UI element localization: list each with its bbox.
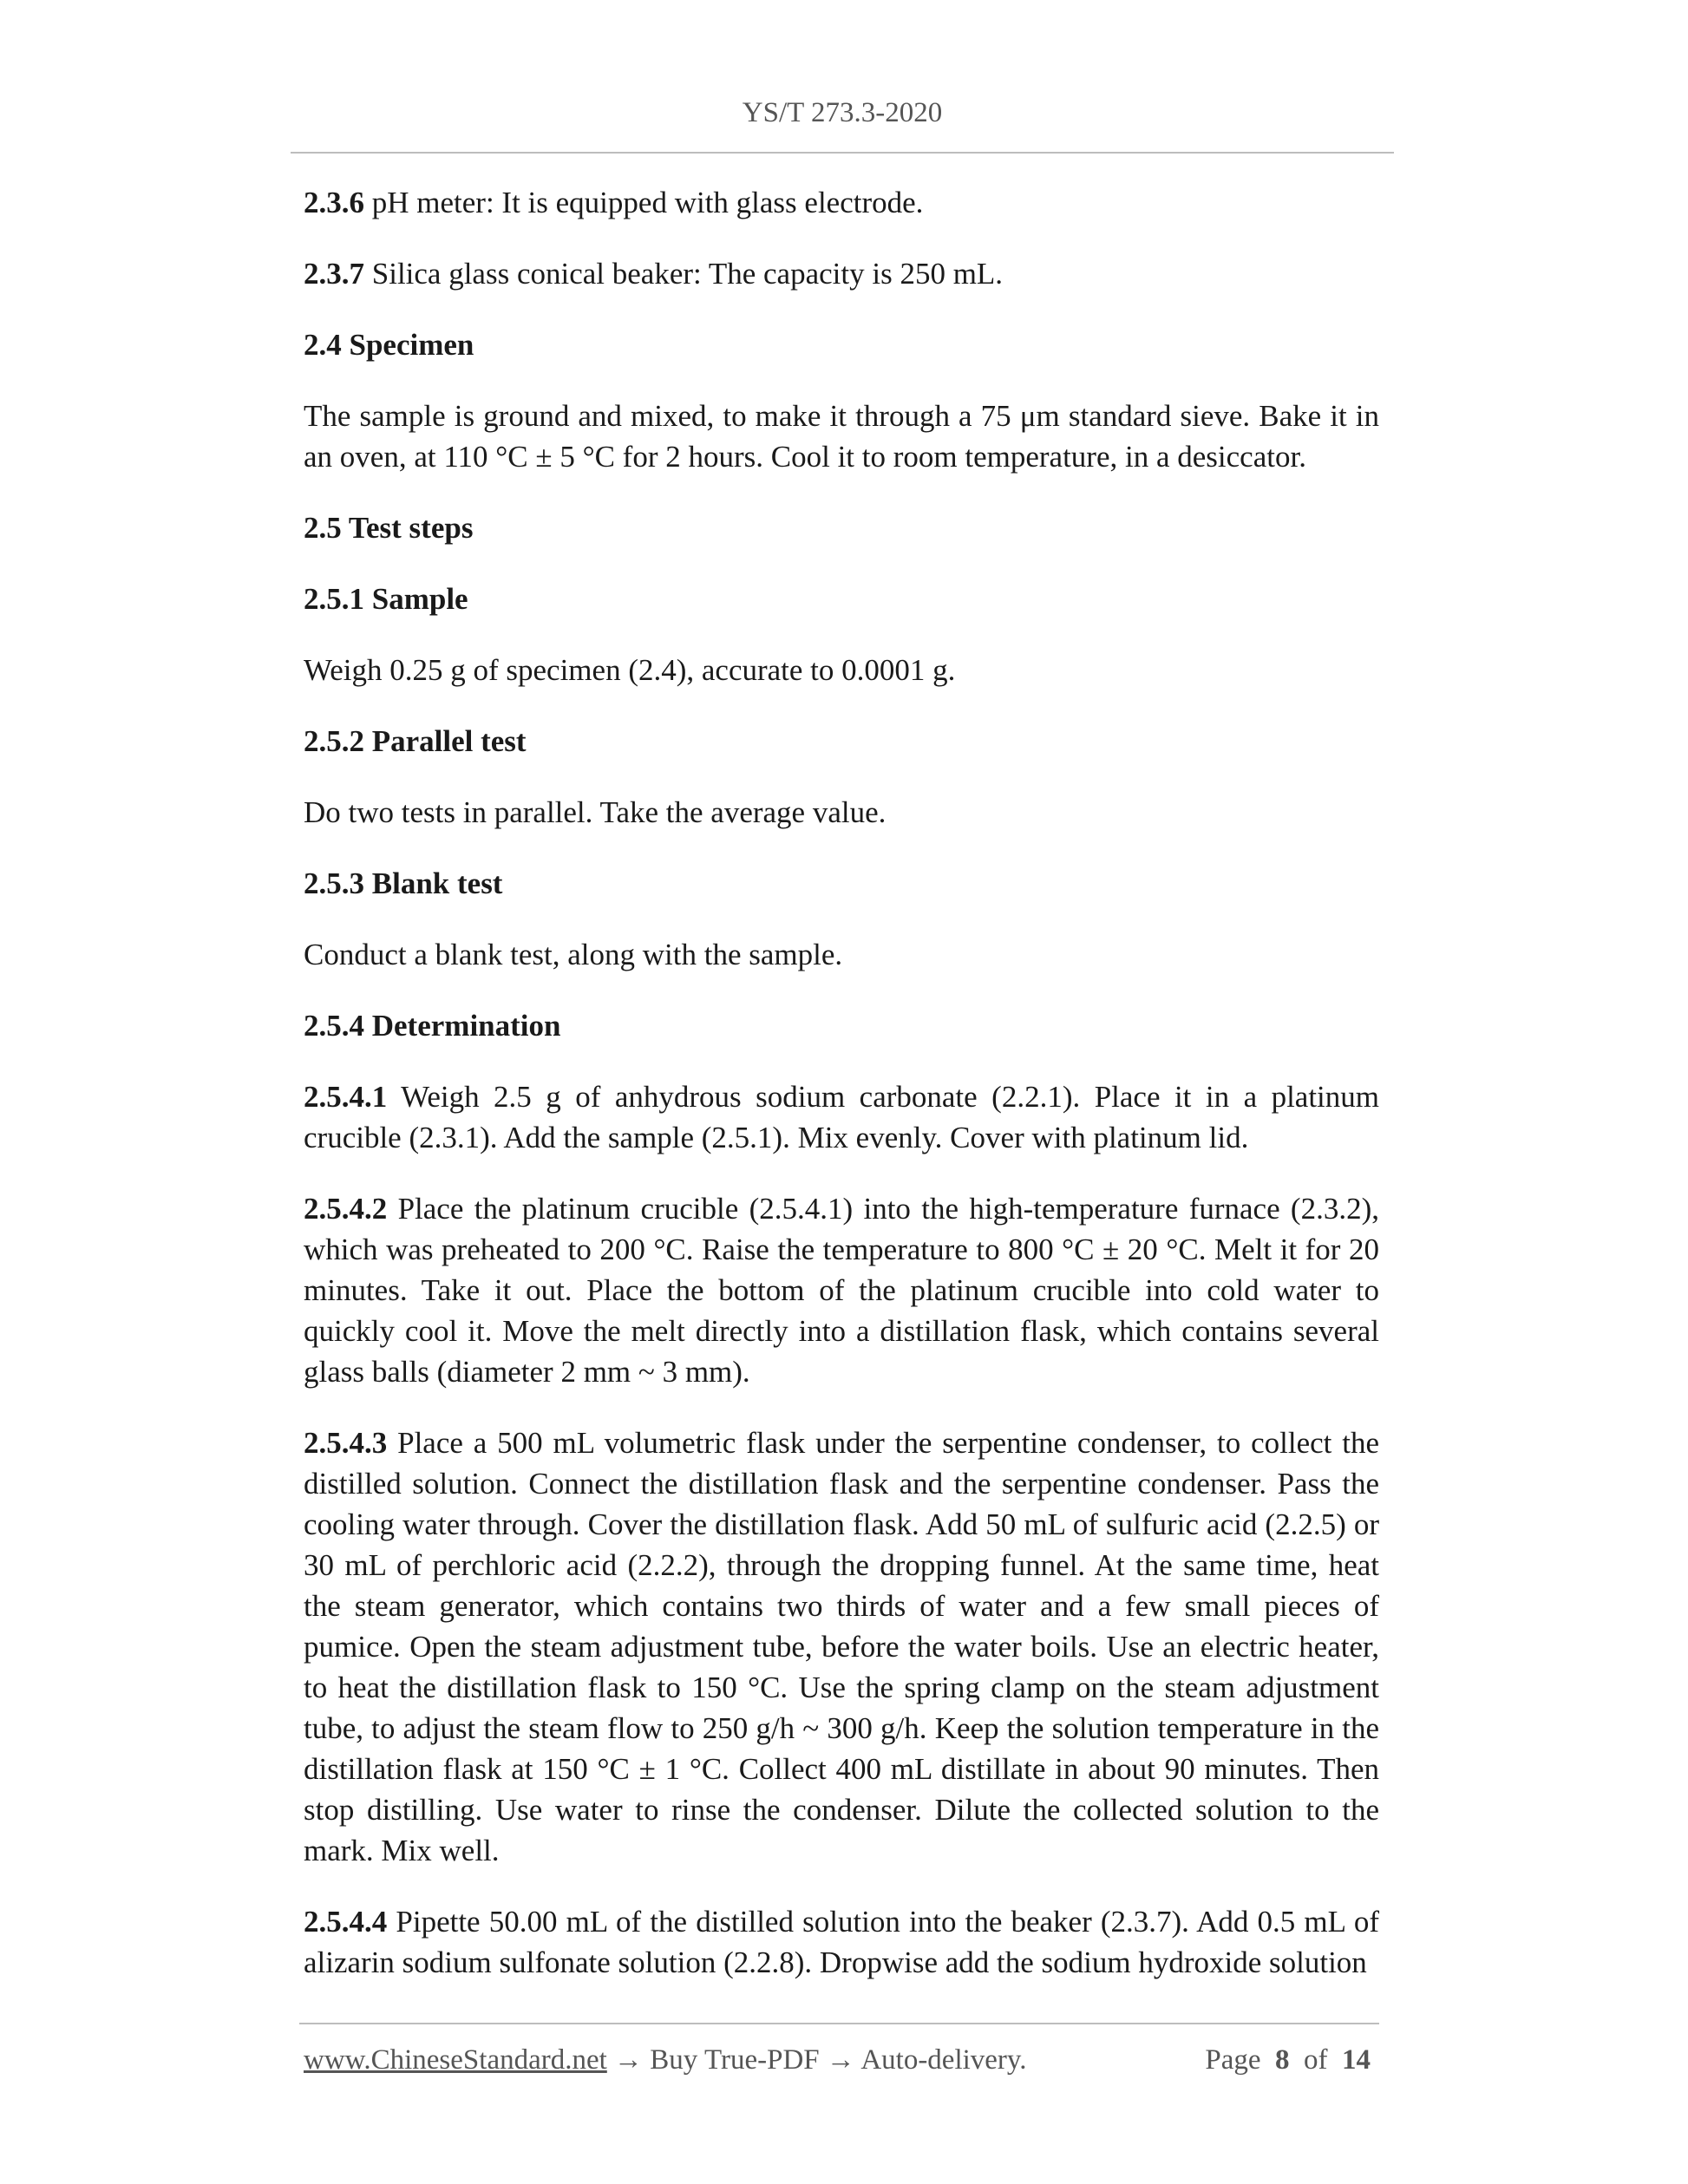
clause-number: 2.5.4.1 <box>304 1080 388 1114</box>
clause-text: Silica glass conical beaker: The capacity is 250 mL. <box>364 257 1004 291</box>
clause-number: 2.5.4.2 <box>304 1192 388 1226</box>
clause-text: Pipette 50.00 mL of the distilled solution into the beaker (2.3.7). Add 0.5 mL of alizarin sodium sulfonate solution (2.2.8). Dropwise add the sodium hydroxide solution <box>304 1905 1379 1979</box>
clause-number: 2.5.4.4 <box>304 1905 388 1939</box>
section-heading-2-4: 2.4 Specimen <box>304 328 474 362</box>
page-header-title: YS/T 273.3-2020 <box>742 97 943 128</box>
page-label: Page <box>1205 2044 1261 2076</box>
parallel-test-paragraph: Do two tests in parallel. Take the average value. <box>304 795 887 829</box>
document-body <box>304 182 1379 2013</box>
page-of-label: of <box>1304 2044 1328 2076</box>
footer-divider <box>299 2023 1379 2024</box>
website-link[interactable]: www.ChineseStandard.net <box>304 2044 607 2076</box>
clause-2-5-4-4 <box>304 1901 1379 1983</box>
specimen-paragraph: The sample is ground and mixed, to make it through a 75 μm standard sieve. Bake it in an oven, at 110 °C ± 5 °C for 2 hours. Cool it to room temperature, in a desiccator. <box>304 399 1379 474</box>
blank-test-paragraph: Conduct a blank test, along with the sample. <box>304 938 843 971</box>
sample-paragraph: Weigh 0.25 g of specimen (2.4), accurate to 0.0001 g. <box>304 653 956 687</box>
clause-text: Place the platinum crucible (2.5.4.1) into the high-temperature furnace (2.3.2), which was preheated to 200 °C. Raise the temperature to 800 °C ± 20 °C. Melt it for 20 minutes. Take it out. Place the bottom of the platinum crucible into cold water to quickly cool it. Move the melt directly into a distillation flask, which contains several glass balls (diameter 2 mm ~ 3 mm). <box>304 1192 1379 1389</box>
section-heading-2-5-1: 2.5.1 Sample <box>304 582 468 616</box>
total-pages: 14 <box>1342 2044 1371 2076</box>
section-heading-2-5-3: 2.5.3 Blank test <box>304 866 503 900</box>
section-heading-2-5: 2.5 Test steps <box>304 511 474 545</box>
clause-2-5-4-3 <box>304 1422 1379 1871</box>
clause-number: 2.5.4.3 <box>304 1426 388 1460</box>
clause-text: Weigh 2.5 g of anhydrous sodium carbonate (2.2.1). Place it in a platinum crucible (2.3.1). Add the sample (2.5.1). Mix evenly. Cover with platinum lid. <box>304 1080 1379 1154</box>
clause-number: 2.3.6 <box>304 186 364 219</box>
page-number <box>1205 2044 1371 2076</box>
section-heading-2-5-2: 2.5.2 Parallel test <box>304 724 527 758</box>
section-heading-2-5-4: 2.5.4 Determination <box>304 1009 561 1043</box>
clause-2-5-4-1 <box>304 1076 1379 1158</box>
buy-pdf-text: Buy True-PDF <box>650 2044 820 2076</box>
arrow-icon: → <box>606 2044 651 2076</box>
clause-text: pH meter: It is equipped with glass electrode. <box>364 186 924 219</box>
auto-delivery-text: Auto-delivery. <box>860 2044 1027 2076</box>
header-divider <box>291 152 1394 154</box>
current-page: 8 <box>1275 2044 1290 2076</box>
arrow-icon: → <box>819 2044 861 2076</box>
clause-2-3-7 <box>304 253 1379 294</box>
clause-text: Place a 500 mL volumetric flask under the serpentine condenser, to collect the distilled solution. Connect the distillation flask and the serpentine condenser. Pass the cooling water through. Cover the distillation flask. Add 50 mL of sulfuric acid (2.2.5) or 30 mL of perchloric acid (2.2.2), through the dropping funnel. At the same time, heat the steam generator, which contains two thirds of water and a few small pieces of pumice. Open the steam adjustment tube, before the water boils. Use an electric heater, to heat the distillation flask to 150 °C. Use the spring clamp on the steam adjustment tube, to adjust the steam flow to 250 g/h ~ 300 g/h. Keep the solution temperature in the distillation flask at 150 °C ± 1 °C. Collect 400 mL distillate in about 90 minutes. Then stop distilling. Use water to rinse the condenser. Dilute the collected solution to the mark. Mix well. <box>304 1426 1379 1867</box>
clause-2-3-6 <box>304 182 1379 223</box>
clause-2-5-4-2 <box>304 1188 1379 1392</box>
clause-number: 2.3.7 <box>304 257 364 291</box>
footer-promo <box>304 2044 1027 2076</box>
